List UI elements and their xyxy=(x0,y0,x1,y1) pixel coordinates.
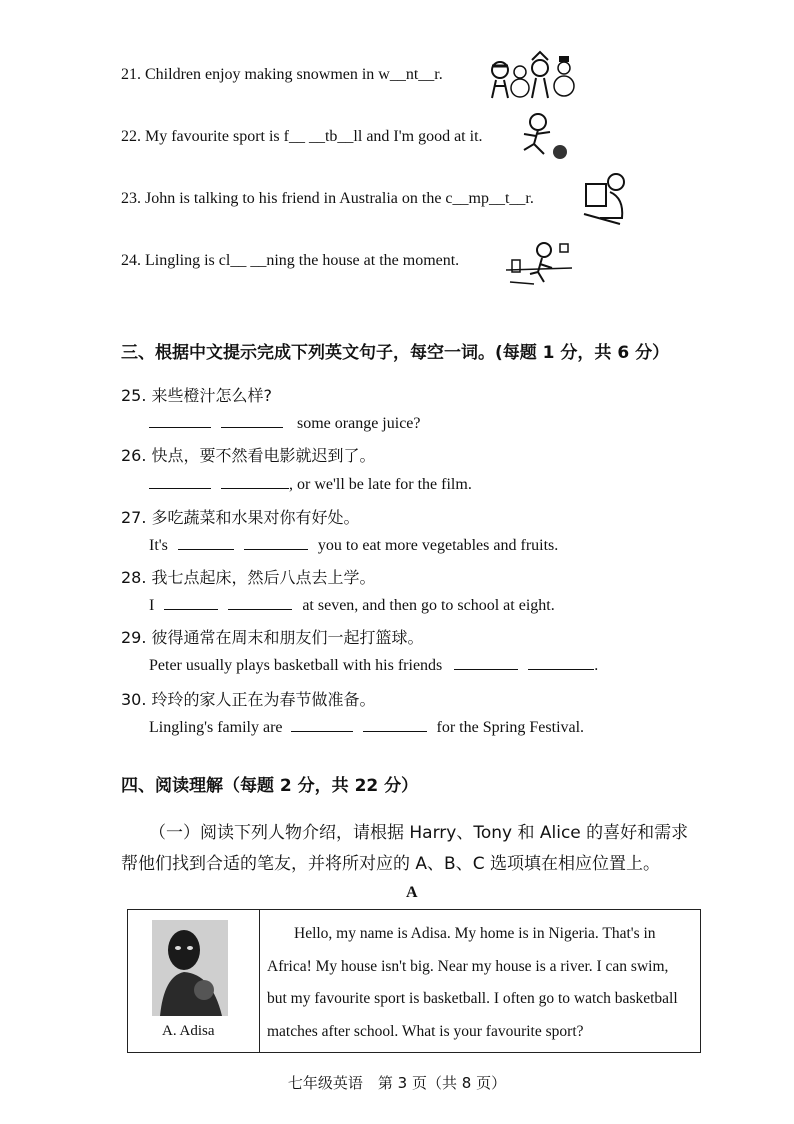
q25-chinese: 25. 来些橙汁怎么样? xyxy=(121,386,273,405)
penfriend-card-a xyxy=(127,909,701,1053)
section-4-intro-line2: 帮他们找到合适的笔友，并将所对应的 A、B、C 选项填在相应位置上。 xyxy=(121,854,660,874)
answer-blank[interactable] xyxy=(221,413,283,428)
page-footer: 七年级英语 第 3 页（共 8 页） xyxy=(287,1074,507,1092)
answer-blank[interactable] xyxy=(454,655,518,670)
q25-english xyxy=(149,413,421,433)
card-text-line: Africa! My house isn't big. Near my house is a river. I can swim, xyxy=(267,958,669,975)
q26-english xyxy=(149,474,472,494)
q30-chinese: 30. 玲玲的家人正在为春节做准备。 xyxy=(121,690,376,709)
answer-blank[interactable] xyxy=(178,535,234,550)
q26-chinese: 26. 快点，要不然看电影就迟到了。 xyxy=(121,446,376,465)
adisa-photo xyxy=(152,920,228,1016)
answer-blank[interactable] xyxy=(221,474,289,489)
q29-english-text: . xyxy=(594,657,599,674)
q28-english xyxy=(149,595,555,615)
q27-english xyxy=(149,535,558,555)
q28-chinese: 28. 我七点起床，然后八点去上学。 xyxy=(121,568,376,587)
adisa-caption: A. Adisa xyxy=(162,1023,215,1039)
answer-blank[interactable] xyxy=(528,655,594,670)
q28-english-prefix: I xyxy=(149,597,155,614)
answer-blank[interactable] xyxy=(291,717,353,732)
q29-english-prefix: Peter usually plays basketball with his friends xyxy=(149,657,443,674)
card-divider xyxy=(259,910,260,1052)
q29-english xyxy=(149,655,598,675)
question-22: 22. My favourite sport is f__ __tb__ll and I'm good at it. xyxy=(121,128,483,145)
q30-english-prefix: Lingling's family are xyxy=(149,719,283,736)
answer-blank[interactable] xyxy=(149,413,211,428)
q26-english-text: , or we'll be late for the film. xyxy=(289,476,472,493)
football-player-picture-icon xyxy=(518,112,570,162)
q25-english-text: some orange juice? xyxy=(297,415,421,432)
q30-english xyxy=(149,717,584,737)
question-23: 23. John is talking to his friend in Australia on the c__mp__t__r. xyxy=(121,190,534,207)
q29-chinese: 29. 彼得通常在周末和朋友们一起打篮球。 xyxy=(121,628,424,647)
card-text-line: but my favourite sport is basketball. I often go to watch basketball xyxy=(267,990,678,1007)
q30-english-text: for the Spring Festival. xyxy=(436,719,585,736)
computer-user-picture-icon xyxy=(580,170,632,228)
card-letter: A xyxy=(406,884,418,901)
card-text-line: Hello, my name is Adisa. My home is in Nigeria. That's in xyxy=(294,925,656,942)
section-3-title: 三、根据中文提示完成下列英文句子，每空一词。(每题 1 分，共 6 分） xyxy=(121,343,670,363)
answer-blank[interactable] xyxy=(244,535,308,550)
card-text-line: matches after school. What is your favourite sport? xyxy=(267,1023,584,1040)
q27-chinese: 27. 多吃蔬菜和水果对你有好处。 xyxy=(121,508,360,527)
question-21: 21. Children enjoy making snowmen in w__nt__r. xyxy=(121,66,443,83)
question-24: 24. Lingling is cl__ __ning the house at the moment. xyxy=(121,252,460,269)
cleaning-girl-picture-icon xyxy=(504,238,576,288)
q28-english-text: at seven, and then go to school at eight. xyxy=(302,597,555,614)
section-4-title: 四、阅读理解（每题 2 分，共 22 分） xyxy=(121,776,419,796)
answer-blank[interactable] xyxy=(228,595,292,610)
answer-blank[interactable] xyxy=(164,595,218,610)
q27-english-prefix: It's xyxy=(149,537,168,554)
snowmen-picture-icon xyxy=(482,48,578,104)
section-4-intro-line1: （一）阅读下列人物介绍，请根据 Harry、Tony 和 Alice 的喜好和需求 xyxy=(149,823,689,843)
answer-blank[interactable] xyxy=(149,474,211,489)
q27-english-text: you to eat more vegetables and fruits. xyxy=(317,537,559,554)
answer-blank[interactable] xyxy=(363,717,427,732)
